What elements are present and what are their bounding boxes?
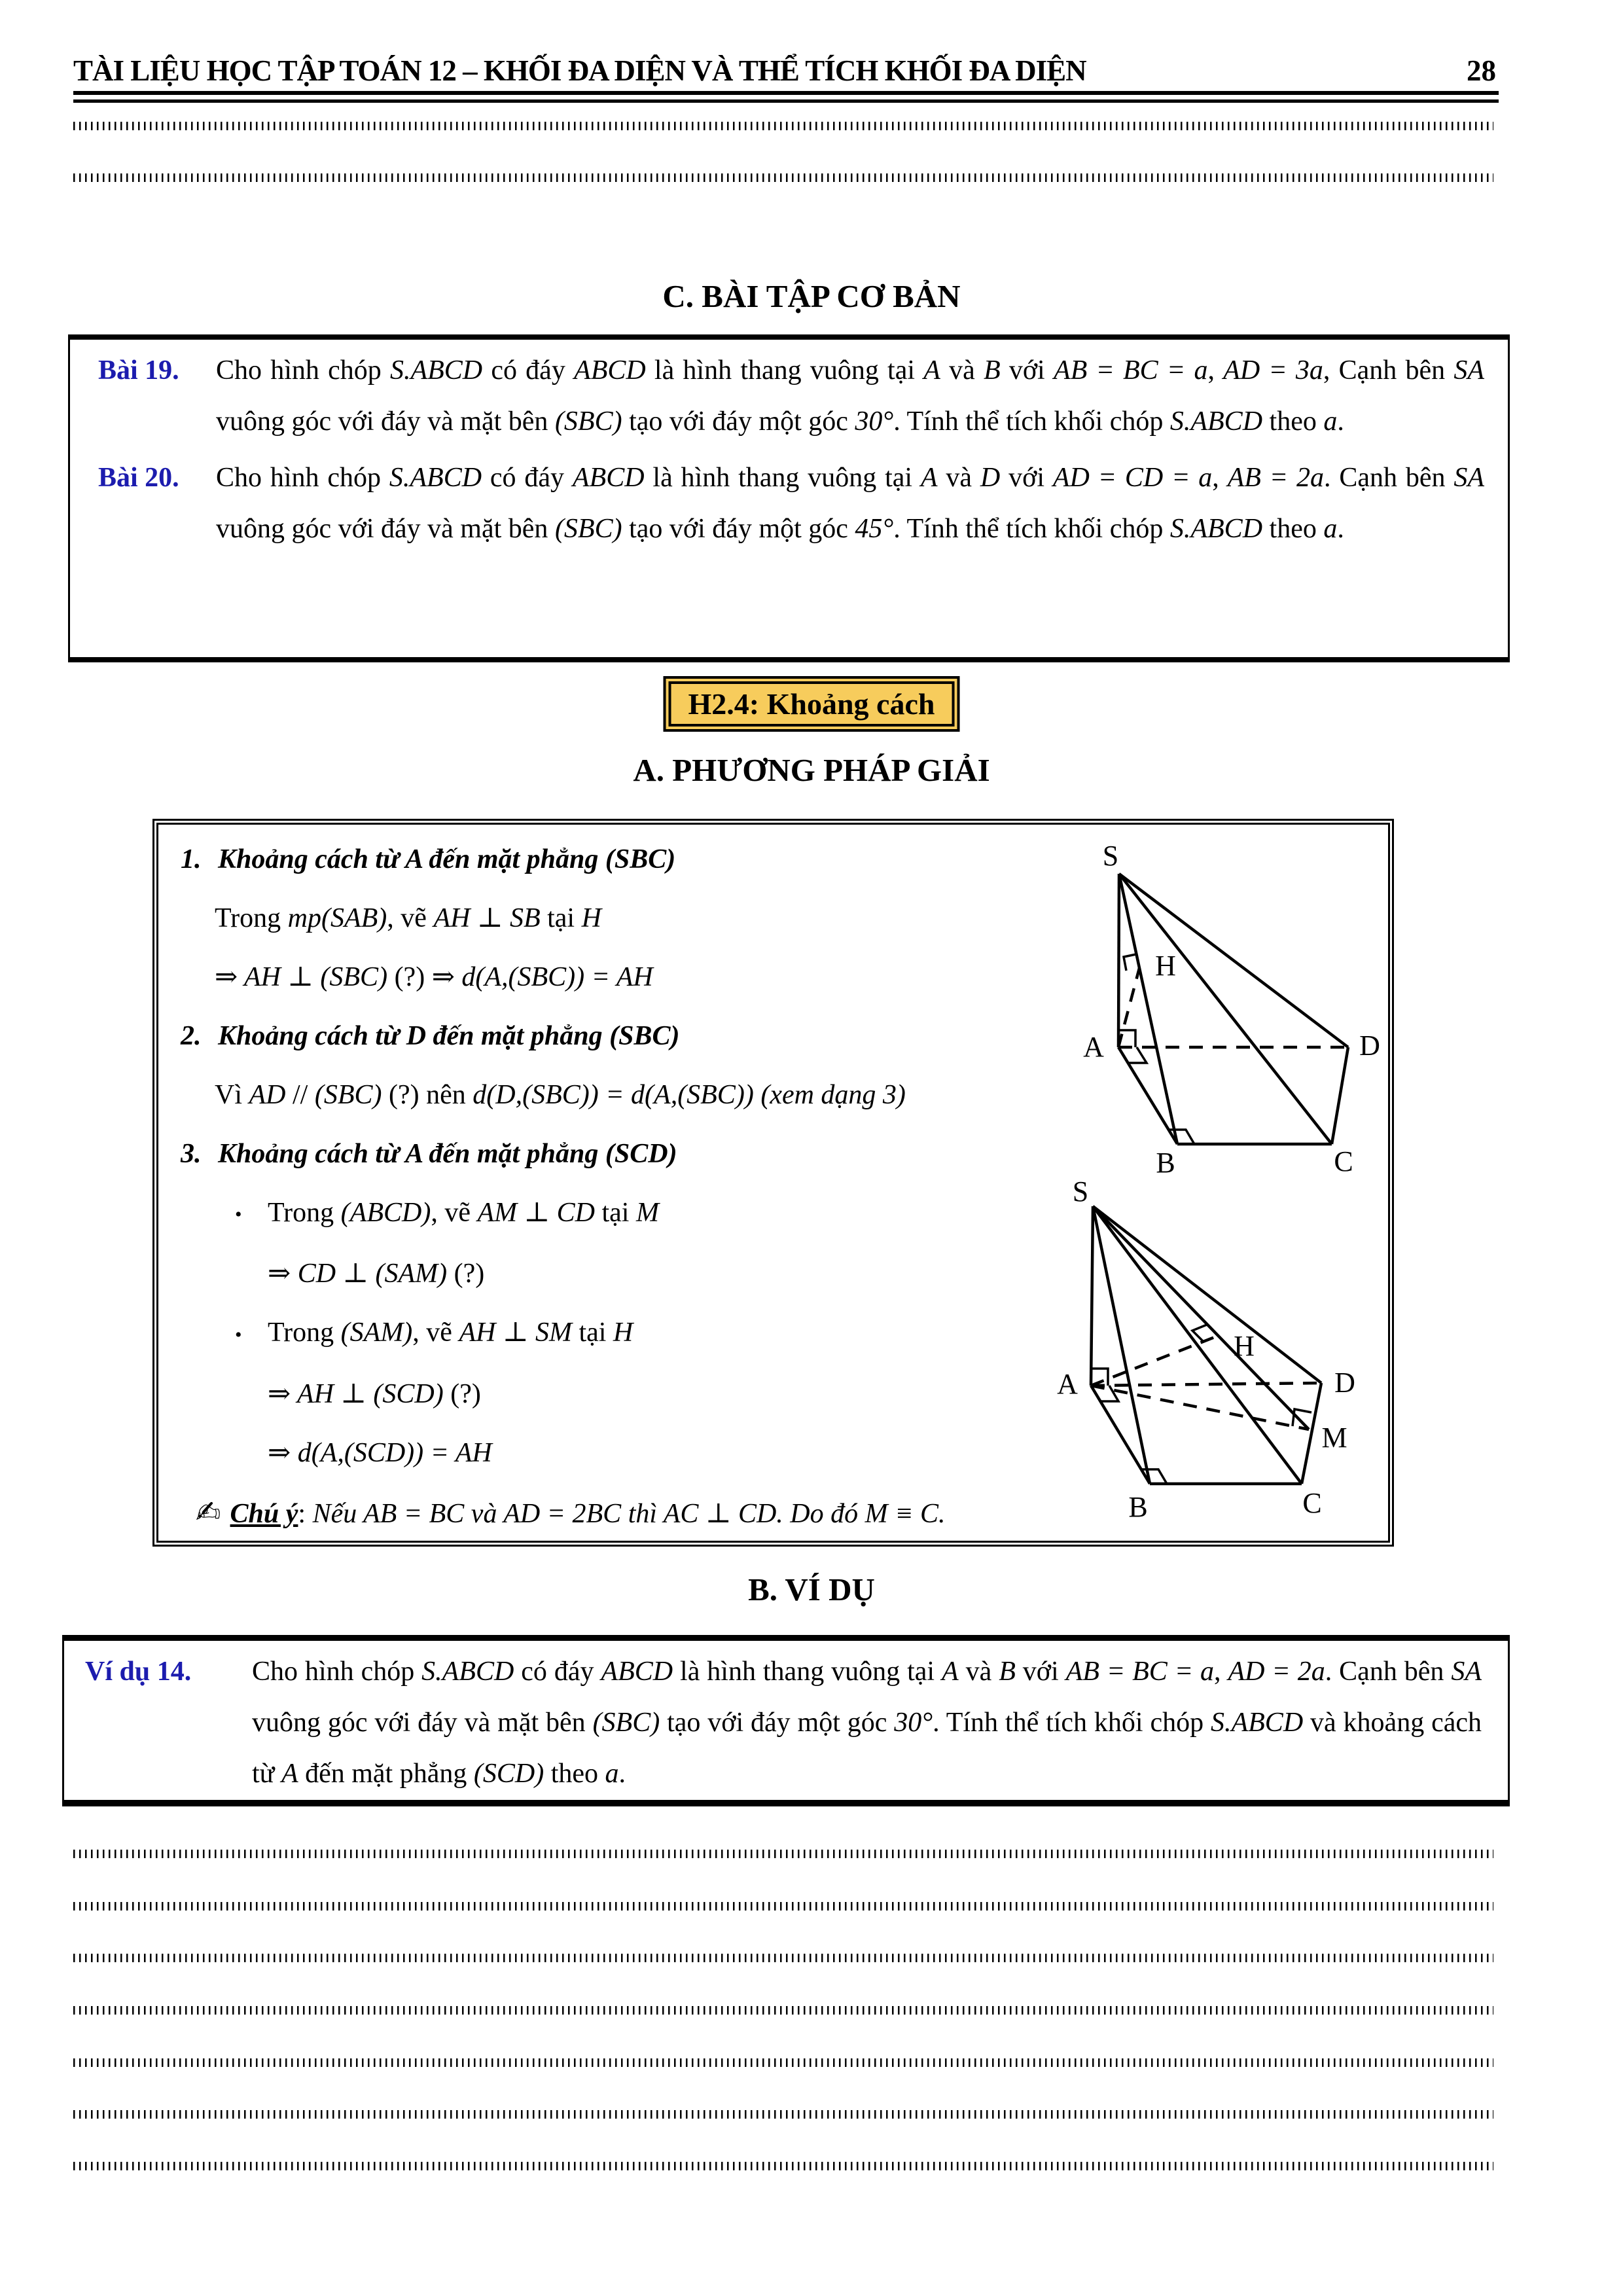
method-step-3-line: ⇒ AH ⊥ (SCD) (?) <box>268 1378 481 1409</box>
dotted-answer-line <box>73 2110 1493 2119</box>
exercise-label: Bài 19. <box>98 355 179 386</box>
dotted-answer-line <box>73 2006 1493 2015</box>
example-box <box>62 1635 1510 1806</box>
method-step-3-bullet: • Trong (ABCD), vẽ AM ⊥ CD tại M <box>164 1183 1054 1244</box>
note-label: Chú ý <box>230 1498 298 1529</box>
bullet-icon: • <box>235 1204 242 1226</box>
example-text: Cho hình chóp S.ABCD có đáy ABCD là hình thang vuông tại A và B với AB = BC = a, AD = 2a. Cạnh bên SA vuông góc với đáy và mặt bên (SBC) tạo với đáy một góc 30°. Tính thể tích khối chóp S.ABCD và khoảng cách từ A đến mặt phẳng (SCD) theo a. <box>252 1657 1482 1789</box>
method-box <box>152 819 1394 1547</box>
method-text-column <box>164 830 1054 1543</box>
vertex-label: A <box>1083 1031 1104 1063</box>
vertex-label: S <box>1072 1177 1089 1208</box>
exercise-text: Cho hình chóp S.ABCD có đáy ABCD là hình thang vuông tại A và B với AB = BC = a, AD = 3a, Cạnh bên SA vuông góc với đáy và mặt bên (SBC) tạo với đáy một góc 30°. Tính thể tích khối chóp S.ABCD theo a. <box>216 355 1485 437</box>
vertex-label: H <box>1155 950 1176 982</box>
writing-hand-icon: ✍ <box>196 1494 221 1530</box>
method-step-1-line: ⇒ AH ⊥ (SBC) (?) ⇒ d(A,(SBC)) = AH <box>215 962 653 992</box>
vertex-label: D <box>1334 1367 1355 1399</box>
figure-pyramid-distance-scd <box>1046 1177 1380 1524</box>
vertex-label: B <box>1156 1147 1175 1174</box>
method-step-1-line: Trong mp(SAB), vẽ AH ⊥ SB tại H <box>215 903 601 933</box>
dotted-answer-line <box>73 122 1493 130</box>
method-step-3-line: ⇒ d(A,(SCD)) = AH <box>268 1437 492 1468</box>
exercise-bai-19 <box>70 340 1508 447</box>
figure-pyramid-distance-sbc <box>1053 834 1387 1174</box>
vertex-label: H <box>1234 1330 1255 1362</box>
vertex-label: C <box>1302 1487 1322 1519</box>
exercise-bai-20 <box>70 447 1508 554</box>
dotted-answer-line <box>73 2058 1493 2067</box>
vertex-label: B <box>1128 1491 1148 1523</box>
dotted-answer-line <box>73 1954 1493 1962</box>
figure-vertex-labels <box>1057 1177 1355 1523</box>
vertex-label: C <box>1334 1145 1353 1174</box>
method-step-3-heading: 3. Khoảng cách từ A đến mặt phẳng (SCD) <box>181 1139 677 1169</box>
method-step-3-bullet: • Trong (SAM), vẽ AH ⊥ SM tại H <box>164 1303 1054 1364</box>
section-c-title: C. BÀI TẬP CƠ BẢN <box>662 278 961 314</box>
dotted-answer-line <box>73 2162 1493 2170</box>
subsection-title: H2.4: Khoảng cách <box>688 687 935 721</box>
method-step-3-line: ⇒ CD ⊥ (SAM) (?) <box>268 1259 485 1289</box>
method-step-2-heading: 2. Khoảng cách từ D đến mặt phẳng (SBC) <box>181 1021 680 1051</box>
header-title: TÀI LIỆU HỌC TẬP TOÁN 12 – KHỐI ĐA DIỆN VÀ THỂ TÍCH KHỐI ĐA DIỆN <box>73 54 1086 87</box>
dotted-answer-line <box>73 1902 1493 1910</box>
vertex-label: S <box>1102 840 1119 872</box>
exercise-text: Cho hình chóp S.ABCD có đáy ABCD là hình thang vuông tại A và D với AD = CD = a, AB = 2a. Cạnh bên SA vuông góc với đáy và mặt bên (SBC) tạo với đáy một góc 45°. Tính thể tích khối chóp S.ABCD theo a. <box>216 463 1485 544</box>
example-vi-du-14 <box>64 1641 1508 1799</box>
figure-edges <box>1118 874 1348 1144</box>
section-b-title: B. VÍ DỤ <box>748 1571 875 1607</box>
bullet-icon: • <box>235 1323 242 1346</box>
section-a-title: A. PHƯƠNG PHÁP GIẢI <box>633 752 990 788</box>
dotted-answer-line <box>73 1850 1493 1858</box>
vertex-label: M <box>1321 1422 1347 1454</box>
header-page-number: 28 <box>1467 54 1496 87</box>
method-step-2-line: Vì AD // (SBC) (?) nên d(D,(SBC)) = d(A,(SBC)) (xem dạng 3) <box>215 1080 906 1110</box>
exercise-label: Bài 20. <box>98 463 179 493</box>
dotted-answer-line <box>73 173 1493 182</box>
vertex-label: D <box>1359 1030 1380 1062</box>
exercise-box <box>68 334 1510 662</box>
method-step-1-heading: 1. Khoảng cách từ A đến mặt phẳng (SBC) <box>181 844 676 874</box>
method-note: ✍ Chú ý: Nếu AB = BC và AD = 2BC thì AC ⊥ CD. Do đó M ≡ C. <box>196 1494 946 1530</box>
subsection-title-box <box>664 676 960 732</box>
example-label: Ví dụ 14. <box>85 1657 192 1687</box>
figure-edges <box>1091 1206 1321 1484</box>
vertex-label: A <box>1057 1368 1078 1400</box>
header-double-rule <box>73 91 1499 103</box>
